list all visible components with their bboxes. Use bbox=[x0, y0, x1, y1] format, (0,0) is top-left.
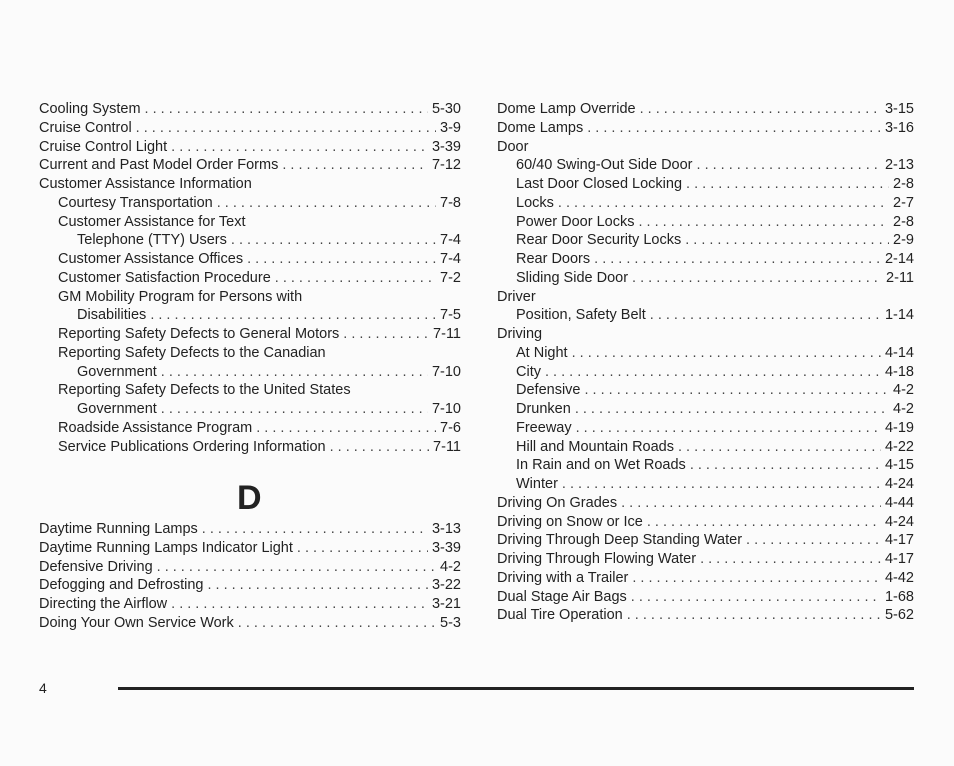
index-entry-title: Customer Satisfaction Procedure bbox=[58, 269, 271, 286]
dot-leader bbox=[746, 531, 881, 550]
index-entry-page: 2-8 bbox=[893, 213, 914, 230]
dot-leader bbox=[621, 494, 881, 513]
index-entry-title: Defensive Driving bbox=[39, 558, 153, 575]
index-entry-page: 7-6 bbox=[440, 419, 461, 436]
index-entry-page: 7-10 bbox=[431, 363, 461, 380]
index-entry-page: 2-11 bbox=[886, 269, 914, 286]
index-entry-title: Power Door Locks bbox=[516, 213, 635, 230]
index-entry-page: 3-22 bbox=[431, 577, 461, 594]
index-entry-title: Dual Tire Operation bbox=[497, 607, 623, 624]
index-entry-page: 4-2 bbox=[440, 558, 461, 575]
index-entry-title: Disabilities bbox=[77, 307, 147, 324]
dot-leader bbox=[678, 438, 881, 457]
index-entry bbox=[39, 250, 461, 269]
index-entry-page: 1-14 bbox=[884, 307, 914, 324]
index-entry-title: City bbox=[516, 363, 541, 380]
index-entry bbox=[39, 100, 461, 119]
index-entry-page: 7-8 bbox=[440, 194, 461, 211]
index-entry bbox=[497, 231, 914, 250]
index-entry bbox=[39, 363, 461, 382]
index-entry bbox=[39, 306, 461, 325]
index-entry-page: 3-21 bbox=[431, 596, 461, 612]
dot-leader bbox=[171, 595, 428, 614]
dot-leader bbox=[545, 363, 881, 382]
dot-leader bbox=[297, 539, 428, 558]
index-entry bbox=[497, 588, 914, 607]
index-entry-page: 4-15 bbox=[884, 457, 914, 474]
index-entry bbox=[497, 100, 914, 119]
index-entry-title: At Night bbox=[516, 344, 568, 361]
index-entry-title: In Rain and on Wet Roads bbox=[516, 457, 686, 474]
index-entry bbox=[39, 194, 461, 213]
index-entry bbox=[39, 595, 461, 614]
index-entry bbox=[497, 250, 914, 269]
index-entry-page: 4-24 bbox=[884, 476, 914, 492]
dot-leader bbox=[686, 175, 889, 194]
index-entry-title: Customer Assistance for Text bbox=[58, 213, 246, 230]
dot-leader bbox=[638, 213, 889, 232]
index-entry bbox=[497, 531, 914, 550]
index-entry bbox=[39, 288, 461, 307]
index-entry-page: 2-8 bbox=[893, 176, 914, 192]
index-entry-title: Rear Doors bbox=[516, 251, 591, 267]
index-entry-title: GM Mobility Program for Persons with bbox=[58, 288, 303, 305]
dot-leader bbox=[247, 250, 436, 269]
index-entry bbox=[497, 194, 914, 213]
index-entry-title: Freeway bbox=[516, 419, 572, 436]
index-entry bbox=[497, 513, 914, 532]
dot-leader bbox=[157, 558, 436, 577]
index-entry-page: 3-39 bbox=[431, 539, 461, 556]
index-entry-page: 4-22 bbox=[884, 438, 914, 455]
index-entry-title: Courtesy Transportation bbox=[58, 194, 213, 211]
index-entry bbox=[39, 213, 461, 232]
index-entry bbox=[497, 606, 914, 625]
index-entry-page: 3-16 bbox=[884, 119, 914, 136]
index-entry bbox=[39, 344, 461, 363]
index-entry bbox=[497, 494, 914, 513]
dot-leader bbox=[697, 156, 881, 175]
index-entry-title: Customer Assistance Offices bbox=[58, 251, 244, 267]
index-entry-title: Reporting Safety Defects to the United States bbox=[58, 382, 351, 399]
index-entry-title: Cruise Control bbox=[39, 119, 132, 136]
index-entry-title: Defensive bbox=[516, 382, 581, 399]
index-entry-page: 4-18 bbox=[884, 363, 914, 380]
dot-leader bbox=[647, 513, 881, 532]
index-entry-page: 2-7 bbox=[893, 194, 914, 211]
index-entry bbox=[497, 213, 914, 232]
index-entry bbox=[497, 325, 914, 344]
index-entry-page: 5-3 bbox=[440, 614, 461, 631]
index-entry-title: Locks bbox=[516, 194, 554, 211]
index-entry-title: Reporting Safety Defects to General Motors bbox=[58, 326, 340, 342]
index-entry-title: Government bbox=[77, 401, 157, 417]
dot-leader bbox=[690, 456, 881, 475]
index-entry-title: Customer Assistance Information bbox=[39, 176, 252, 192]
dot-leader bbox=[207, 576, 428, 595]
dot-leader bbox=[161, 363, 428, 382]
index-entry-title: Dome Lamp Override bbox=[497, 101, 636, 117]
index-entry-page: 2-9 bbox=[893, 232, 914, 249]
index-entry-title: Sliding Side Door bbox=[516, 269, 629, 286]
index-entry bbox=[497, 400, 914, 419]
index-entry bbox=[497, 381, 914, 400]
dot-leader bbox=[650, 306, 881, 325]
dot-leader bbox=[576, 419, 881, 438]
index-entry bbox=[39, 419, 461, 438]
index-entry bbox=[497, 344, 914, 363]
index-entry-title: Door bbox=[497, 138, 529, 155]
index-entry-title: Telephone (TTY) Users bbox=[77, 232, 227, 249]
index-entry-page: 7-10 bbox=[431, 401, 461, 417]
index-entry-title: Driving Through Deep Standing Water bbox=[497, 532, 743, 549]
index-entry bbox=[497, 419, 914, 438]
index-entry-title: Cooling System bbox=[39, 101, 141, 117]
index-entry-page: 5-62 bbox=[884, 607, 914, 624]
index-entry bbox=[497, 119, 914, 138]
index-entry bbox=[39, 119, 461, 138]
index-entry-page: 4-2 bbox=[893, 401, 914, 417]
index-entry bbox=[39, 175, 461, 194]
index-entry-title: Current and Past Model Order Forms bbox=[39, 157, 279, 174]
index-entry-title: Doing Your Own Service Work bbox=[39, 614, 234, 631]
index-entry-title: Roadside Assistance Program bbox=[58, 419, 253, 436]
dot-leader bbox=[150, 306, 436, 325]
dot-leader bbox=[282, 156, 428, 175]
dot-leader bbox=[558, 194, 889, 213]
index-entry-page: 1-68 bbox=[884, 588, 914, 605]
index-entry-title: Reporting Safety Defects to the Canadian bbox=[58, 344, 326, 361]
dot-leader bbox=[632, 269, 882, 288]
index-entry bbox=[39, 381, 461, 400]
index-entry-title: Service Publications Ordering Information bbox=[58, 438, 326, 455]
index-entry-page: 4-24 bbox=[884, 513, 914, 530]
index-entry-title: Position, Safety Belt bbox=[516, 307, 646, 324]
index-entry-page: 4-44 bbox=[884, 494, 914, 511]
index-entry bbox=[39, 558, 461, 577]
dot-leader bbox=[330, 438, 429, 457]
index-entry-page: 7-11 bbox=[433, 438, 461, 455]
index-entry bbox=[497, 569, 914, 588]
index-entry-title: Driving bbox=[497, 326, 543, 342]
section-letter-heading: D bbox=[237, 479, 262, 517]
index-column-right bbox=[497, 100, 914, 625]
index-entry-title: Drunken bbox=[516, 401, 571, 417]
index-entry-page: 7-4 bbox=[440, 232, 461, 249]
dot-leader bbox=[256, 419, 436, 438]
index-entry bbox=[497, 438, 914, 457]
index-entry-title: Driving Through Flowing Water bbox=[497, 551, 697, 567]
dot-leader bbox=[584, 381, 889, 400]
dot-leader bbox=[627, 606, 881, 625]
index-entry-page: 7-12 bbox=[431, 157, 461, 174]
index-entry-title: Directing the Airflow bbox=[39, 596, 168, 612]
index-entry-title: Driving On Grades bbox=[497, 494, 618, 511]
index-entry-page: 5-30 bbox=[431, 101, 461, 117]
index-entry-page: 7-4 bbox=[440, 251, 461, 267]
index-entry bbox=[39, 614, 461, 633]
index-entry-title: 60/40 Swing-Out Side Door bbox=[516, 157, 693, 174]
index-entry-title: Hill and Mountain Roads bbox=[516, 438, 674, 455]
index-entry-page: 4-17 bbox=[884, 551, 914, 567]
dot-leader bbox=[572, 344, 881, 363]
index-entry-title: Dual Stage Air Bags bbox=[497, 588, 627, 605]
dot-leader bbox=[343, 325, 429, 344]
index-entry-page: 3-9 bbox=[440, 119, 461, 136]
dot-leader bbox=[575, 400, 889, 419]
dot-leader bbox=[202, 520, 428, 539]
index-entry-page: 4-2 bbox=[893, 382, 914, 399]
index-entry-page: 3-13 bbox=[431, 521, 461, 537]
dot-leader bbox=[136, 119, 436, 138]
dot-leader bbox=[231, 231, 436, 250]
index-entry-title: Last Door Closed Locking bbox=[516, 176, 683, 192]
index-entry bbox=[497, 156, 914, 175]
index-entry-title: Driving with a Trailer bbox=[497, 569, 629, 586]
index-entry bbox=[39, 269, 461, 288]
index-column-left bbox=[39, 100, 461, 456]
dot-leader bbox=[631, 588, 881, 607]
index-entry-page: 7-2 bbox=[440, 269, 461, 286]
dot-leader bbox=[171, 138, 428, 157]
index-entry-title: Daytime Running Lamps bbox=[39, 521, 198, 537]
index-entry-page: 7-5 bbox=[440, 307, 461, 324]
index-entry-page: 4-42 bbox=[884, 569, 914, 586]
index-entry-page: 4-19 bbox=[884, 419, 914, 436]
index-entry-page: 2-13 bbox=[884, 157, 914, 174]
index-entry-page: 3-39 bbox=[431, 138, 461, 155]
index-entry bbox=[39, 138, 461, 157]
dot-leader bbox=[632, 569, 881, 588]
index-entry-page: 4-14 bbox=[884, 344, 914, 361]
dot-leader bbox=[275, 269, 436, 288]
index-entry bbox=[497, 475, 914, 494]
dot-leader bbox=[217, 194, 436, 213]
index-entry-title: Daytime Running Lamps Indicator Light bbox=[39, 539, 293, 556]
index-entry bbox=[497, 288, 914, 307]
index-entry bbox=[497, 269, 914, 288]
index-entry bbox=[497, 138, 914, 157]
index-entry-title: Defogging and Defrosting bbox=[39, 577, 204, 594]
index-entry-title: Driver bbox=[497, 288, 536, 305]
dot-leader bbox=[594, 250, 881, 269]
index-entry bbox=[497, 306, 914, 325]
index-entry bbox=[497, 456, 914, 475]
index-entry-title: Rear Door Security Locks bbox=[516, 232, 682, 249]
dot-leader bbox=[238, 614, 436, 633]
index-entry bbox=[39, 576, 461, 595]
index-entry bbox=[39, 231, 461, 250]
dot-leader bbox=[562, 475, 881, 494]
index-entry bbox=[497, 175, 914, 194]
index-entry bbox=[39, 438, 461, 457]
index-entry-title: Driving on Snow or Ice bbox=[497, 513, 643, 530]
index-entry bbox=[497, 550, 914, 569]
dot-leader bbox=[640, 100, 881, 119]
index-entry bbox=[39, 400, 461, 419]
dot-leader bbox=[700, 550, 881, 569]
dot-leader bbox=[587, 119, 881, 138]
index-entry-title: Cruise Control Light bbox=[39, 138, 168, 155]
dot-leader bbox=[161, 400, 428, 419]
index-entry-title: Winter bbox=[516, 476, 558, 492]
page-number: 4 bbox=[39, 680, 47, 696]
index-entry-page: 7-11 bbox=[433, 326, 461, 342]
dot-leader bbox=[145, 100, 428, 119]
dot-leader bbox=[685, 231, 889, 250]
index-entry bbox=[497, 363, 914, 382]
index-entry bbox=[39, 539, 461, 558]
index-entry-title: Dome Lamps bbox=[497, 119, 584, 136]
index-column-left-d bbox=[39, 520, 461, 633]
index-entry-title: Government bbox=[77, 363, 157, 380]
index-entry bbox=[39, 156, 461, 175]
index-entry bbox=[39, 325, 461, 344]
index-entry bbox=[39, 520, 461, 539]
index-entry-page: 3-15 bbox=[884, 101, 914, 117]
index-entry-page: 2-14 bbox=[884, 251, 914, 267]
footer-rule bbox=[118, 687, 914, 690]
index-entry-page: 4-17 bbox=[884, 532, 914, 549]
